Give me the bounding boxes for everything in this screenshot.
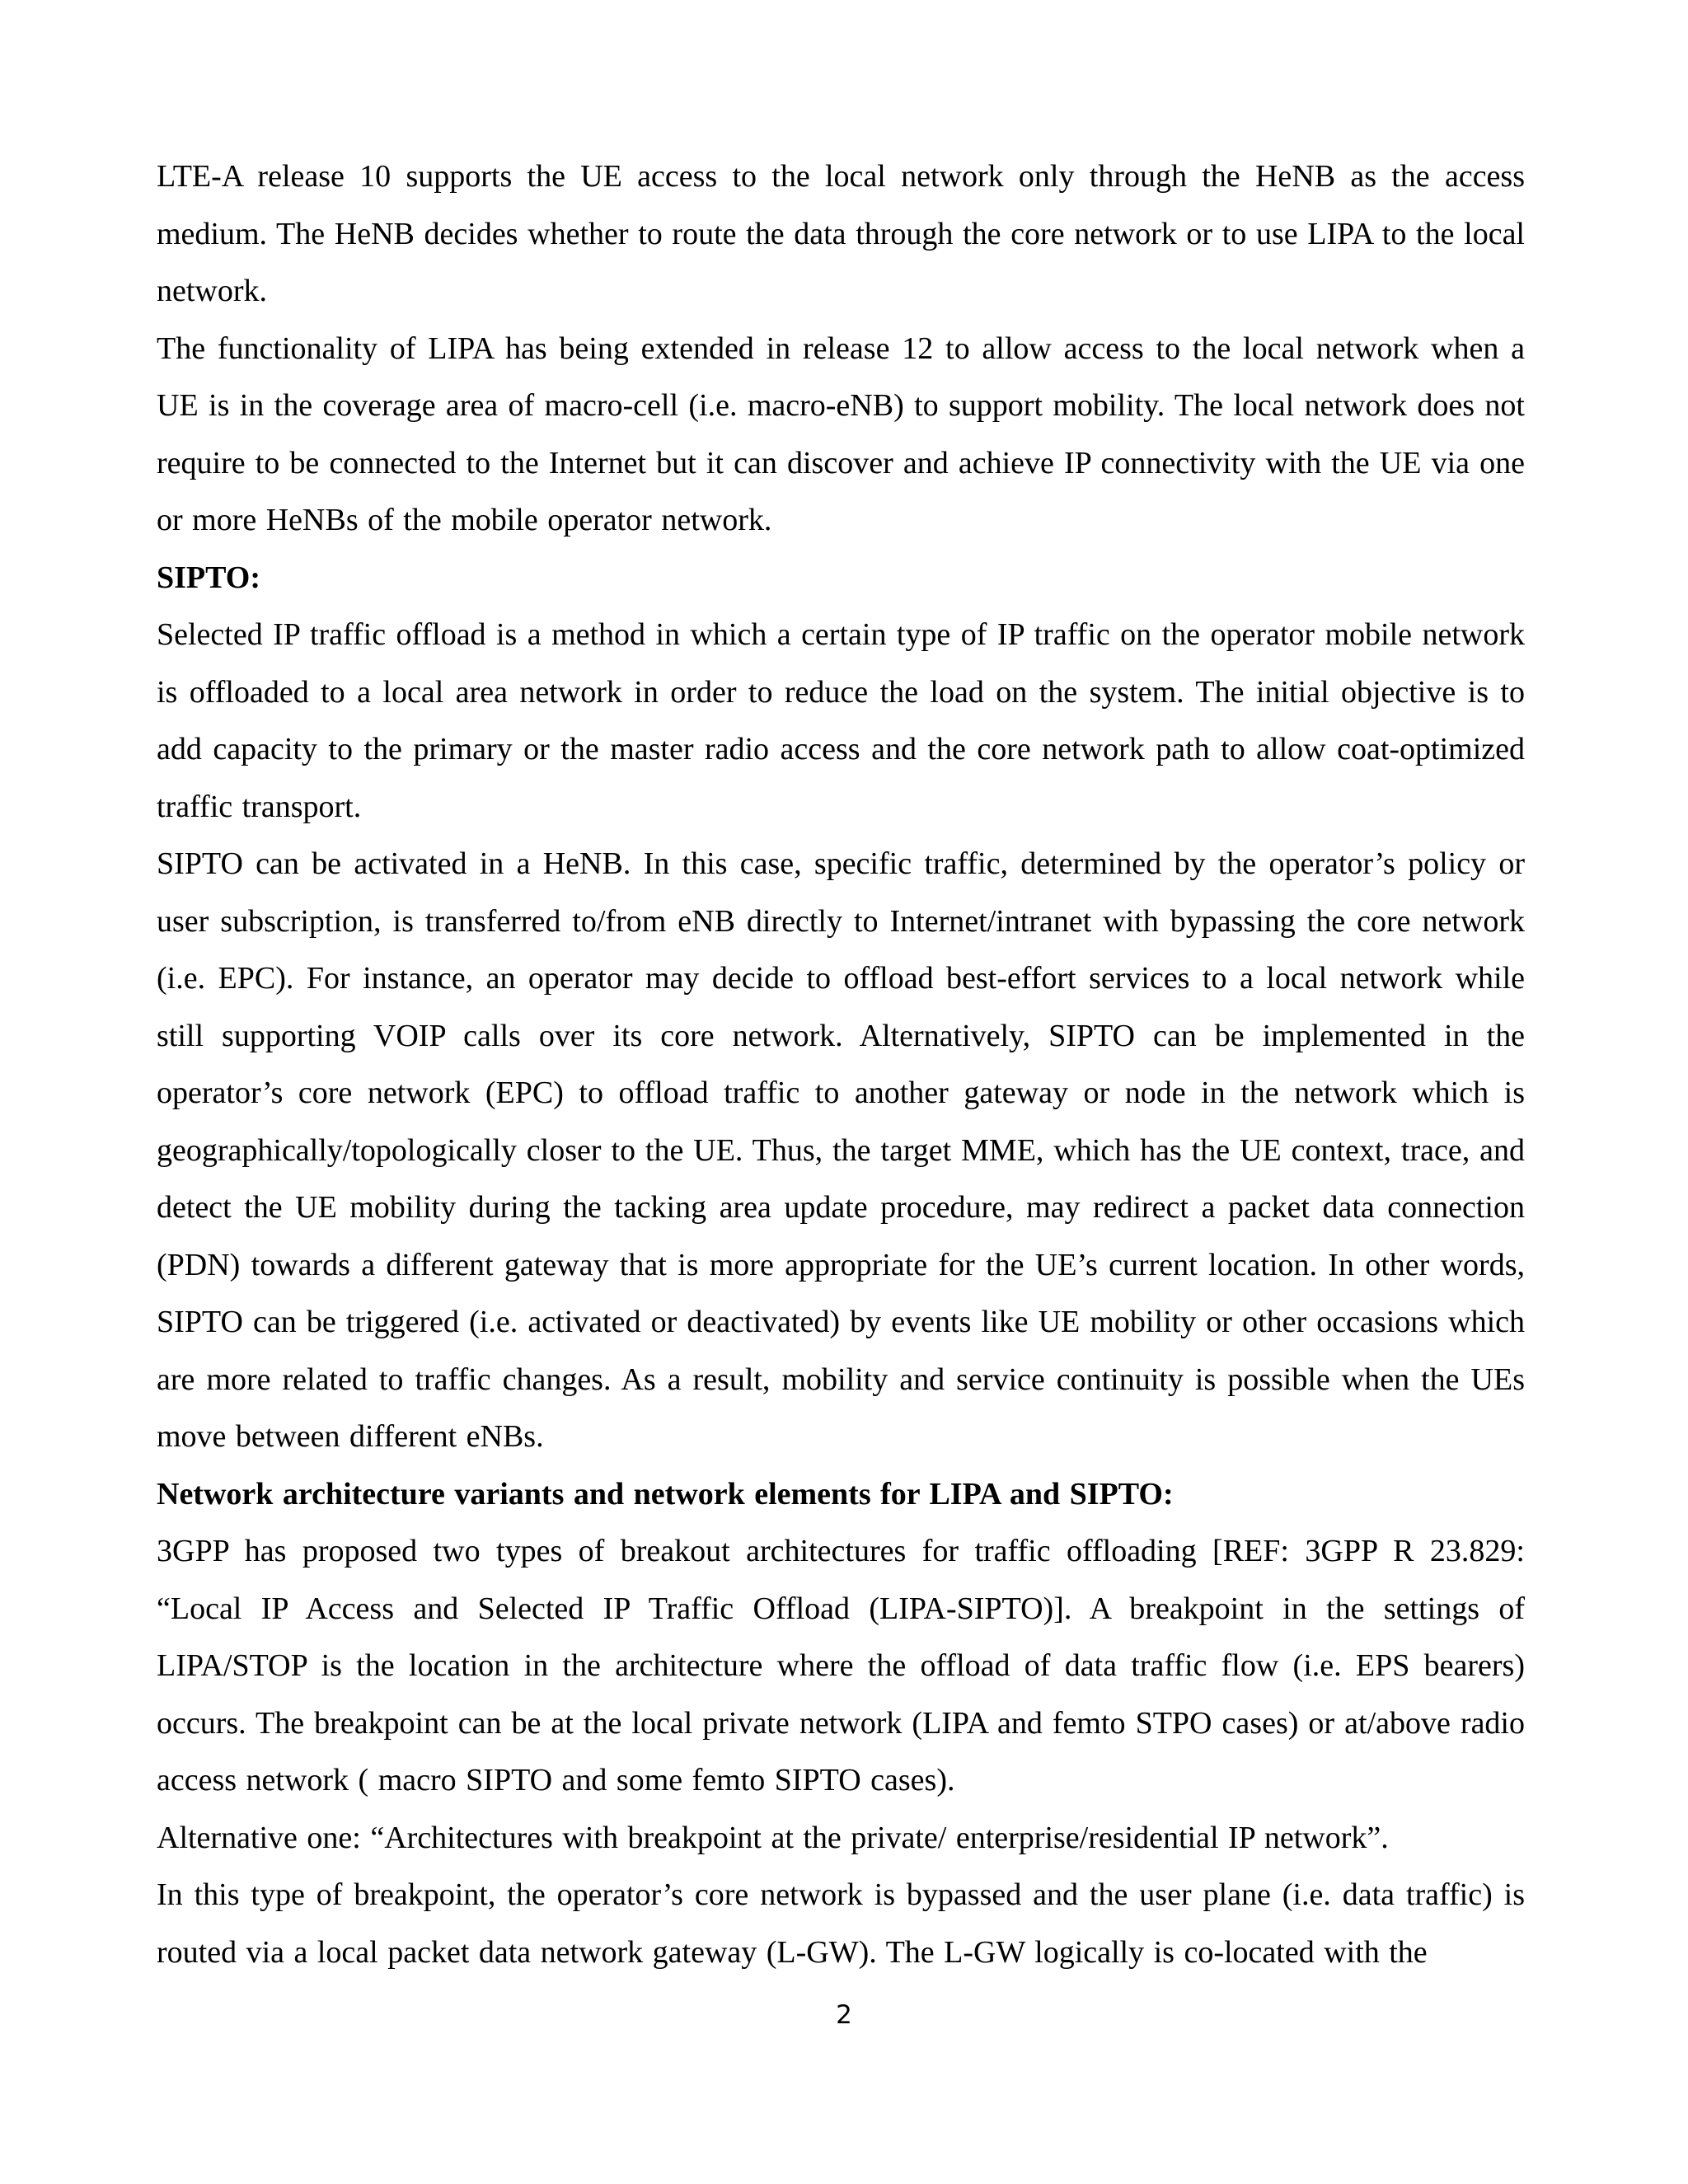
paragraph-lipa-release-12: The functionality of LIPA has being extended in release 12 to allow access to the local network when a UE is in the coverage area of macro-cell (i.e. macro-eNB) to support mobility. The local network does not require to be connected to the Internet but it can discover and achieve IP connectivity with the UE via one or more HeNBs of the mobile operator network. <box>157 330 1525 537</box>
section-heading-sipto: SIPTO: <box>157 560 261 595</box>
paragraph-sipto-activation: SIPTO can be activated in a HeNB. In this case, specific traffic, determined by the operator’s policy or user subscription, is transferred to/from eNB directly to Internet/intranet with bypassing the core network (i.e. EPC). For instance, an operator may decide to offload best-effort services to a local network while still supporting VOIP calls over its core network. Alternatively, SIPTO can be implemented in the operator’s core network (EPC) to offload traffic to another gateway or node in the network which is geographically/topologically closer to the UE. Thus, the target MME, which has the UE context, trace, and detect the UE mobility during the tacking area update procedure, may redirect a packet data connection (PDN) towards a different gateway that is more appropriate for the UE’s current location. In other words, SIPTO can be triggered (i.e. activated or deactivated) by events like UE mobility or other occasions which are more related to traffic changes. As a result, mobility and service continuity is possible when the UEs move between different eNBs. <box>157 846 1525 1454</box>
document-body <box>157 148 1525 1981</box>
paragraph-alternative-one: Alternative one: “Architectures with breakpoint at the private/ enterprise/residential IP network”. <box>157 1820 1389 1855</box>
paragraph-sipto-definition: Selected IP traffic offload is a method in which a certain type of IP traffic on the operator mobile network is offloaded to a local area network in order to reduce the load on the system. The initial objective is to add capacity to the primary or the master radio access and the core network path to allow coat-optimized traffic transport. <box>157 617 1525 824</box>
page-number: 2 <box>836 2000 852 2030</box>
paragraph-lte-a-release-10: LTE-A release 10 supports the UE access to the local network only through the HeNB as the access medium. The HeNB decides whether to route the data through the core network or to use LIPA to the local network. <box>157 159 1525 308</box>
paragraph-breakpoint-type: In this type of breakpoint, the operator’s core network is bypassed and the user plane (i.e. data traffic) is routed via a local packet data network gateway (L-GW). The L-GW logically is co-located with the <box>157 1877 1525 1970</box>
section-heading-architecture: Network architecture variants and network elements for LIPA and SIPTO: <box>157 1476 1174 1511</box>
paragraph-breakout-architectures: 3GPP has proposed two types of breakout architectures for traffic offloading [REF: 3GPP R 23.829: “Local IP Access and Selected IP Traffic Offload (LIPA-SIPTO)]. A breakpoint in the settings of LIPA/STOP is the location in the architecture where the offload of data traffic flow (i.e. EPS bearers) occurs. The breakpoint can be at the local private network (LIPA and femto STPO cases) or at/above radio access network ( macro SIPTO and some femto SIPTO cases). <box>157 1534 1525 1797</box>
